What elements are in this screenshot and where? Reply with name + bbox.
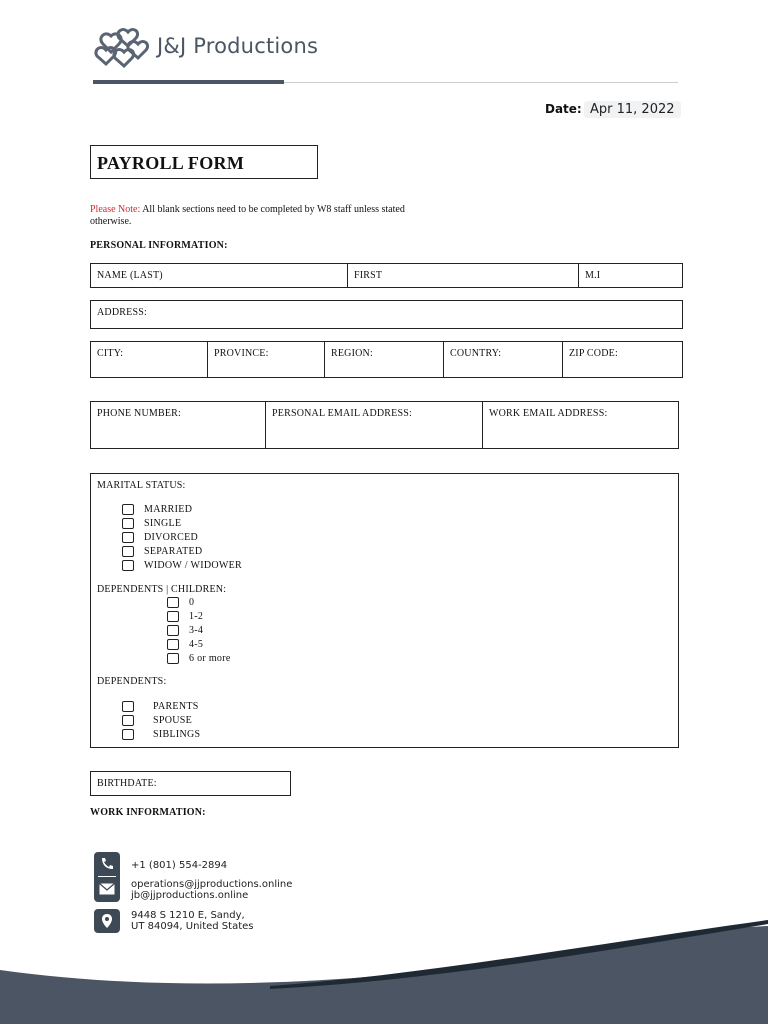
last-name-label: NAME (LAST) [97,270,163,281]
region-label: REGION: [331,348,373,359]
dependents-heading: DEPENDENTS: [97,676,167,687]
form-title-box [90,145,318,179]
province-field[interactable] [208,342,325,377]
work-email-label: WORK EMAIL ADDRESS: [489,408,608,419]
phone-number-label: PHONE NUMBER: [97,408,181,419]
checkbox[interactable] [122,729,134,740]
checkbox[interactable] [122,701,134,712]
children-option-4-5[interactable]: 4-5 [167,639,203,653]
work-email-field[interactable] [483,402,678,448]
birthdate-label: BIRTHDATE: [97,778,157,789]
address-field[interactable] [90,300,683,329]
children-option-1-2[interactable]: 1-2 [167,611,203,625]
checkbox[interactable] [122,518,134,529]
footer-phone: +1 (801) 554-2894 [131,860,228,871]
country-field[interactable] [444,342,563,377]
country-label: COUNTRY: [450,348,502,359]
location-row [90,341,683,378]
personal-info-heading: PERSONAL INFORMATION: [90,240,228,251]
phone-icon [99,857,115,871]
personal-email-label: PERSONAL EMAIL ADDRESS: [272,408,412,419]
date-field[interactable]: Apr 11, 2022 [584,101,681,118]
city-label: CITY: [97,348,124,359]
footer-address-line-2: UT 84094, United States [131,921,254,932]
children-option-0[interactable]: 0 [167,597,194,611]
marital-option-single[interactable]: SINGLE [122,518,181,532]
first-name-label: FIRST [354,270,383,281]
page-title: PAYROLL FORM [97,153,245,173]
province-label: PROVINCE: [214,348,269,359]
footer-address-line-1: 9448 S 1210 E, Sandy, [131,910,245,921]
phone-number-field[interactable] [91,402,266,448]
children-option-3-4[interactable]: 3-4 [167,625,203,639]
address-label: ADDRESS: [97,307,147,318]
note-text: All blank sections need to be completed by W8 staff unless stated otherwise. [90,204,405,227]
dependents-option-spouse[interactable]: SPOUSE [122,715,192,729]
note-prefix: Please Note: [90,204,141,215]
birthdate-field[interactable] [90,771,291,796]
checkbox[interactable] [167,639,179,650]
footer-wave [0,920,768,1024]
checkbox[interactable] [122,504,134,515]
marital-option-widow[interactable]: WIDOW / WIDOWER [122,560,242,574]
city-field[interactable] [91,342,208,377]
marital-option-married[interactable]: MARRIED [122,504,192,518]
zip-code-field[interactable] [563,342,682,377]
middle-initial-field[interactable] [579,264,682,287]
last-name-field[interactable] [91,264,348,287]
checkbox[interactable] [122,546,134,557]
marital-option-divorced[interactable]: DIVORCED [122,532,198,546]
footer-email-operations: operations@jjproductions.online [131,879,293,890]
form-note [90,204,410,228]
name-row [90,263,683,288]
work-info-heading: WORK INFORMATION: [90,807,206,818]
middle-initial-label: M.I [585,270,601,281]
checkbox[interactable] [167,653,179,664]
region-field[interactable] [325,342,444,377]
children-option-6-plus[interactable]: 6 or more [167,653,231,667]
mail-icon [99,883,115,895]
checkbox[interactable] [122,715,134,726]
personal-email-field[interactable] [266,402,483,448]
marital-dependents-box [90,473,679,748]
company-logo-icon [93,26,151,72]
children-heading: DEPENDENTS | CHILDREN: [97,584,227,595]
checkbox[interactable] [122,532,134,543]
zip-code-label: ZIP CODE: [569,348,618,359]
contact-row [90,401,679,449]
date-label: Date: [545,102,582,116]
checkbox[interactable] [122,560,134,571]
footer-email-jb: jb@jjproductions.online [131,890,249,901]
dependents-option-parents[interactable]: PARENTS [122,701,199,715]
header-accent-bar [93,80,284,84]
checkbox[interactable] [167,597,179,608]
checkbox[interactable] [167,625,179,636]
brand-name: J&J Productions [157,34,319,58]
dependents-option-siblings[interactable]: SIBLINGS [122,729,200,743]
checkbox[interactable] [167,611,179,622]
marital-option-separated[interactable]: SEPARATED [122,546,202,560]
marital-status-heading: MARITAL STATUS: [97,480,186,491]
first-name-field[interactable] [348,264,579,287]
contact-icon-bar [94,852,120,902]
